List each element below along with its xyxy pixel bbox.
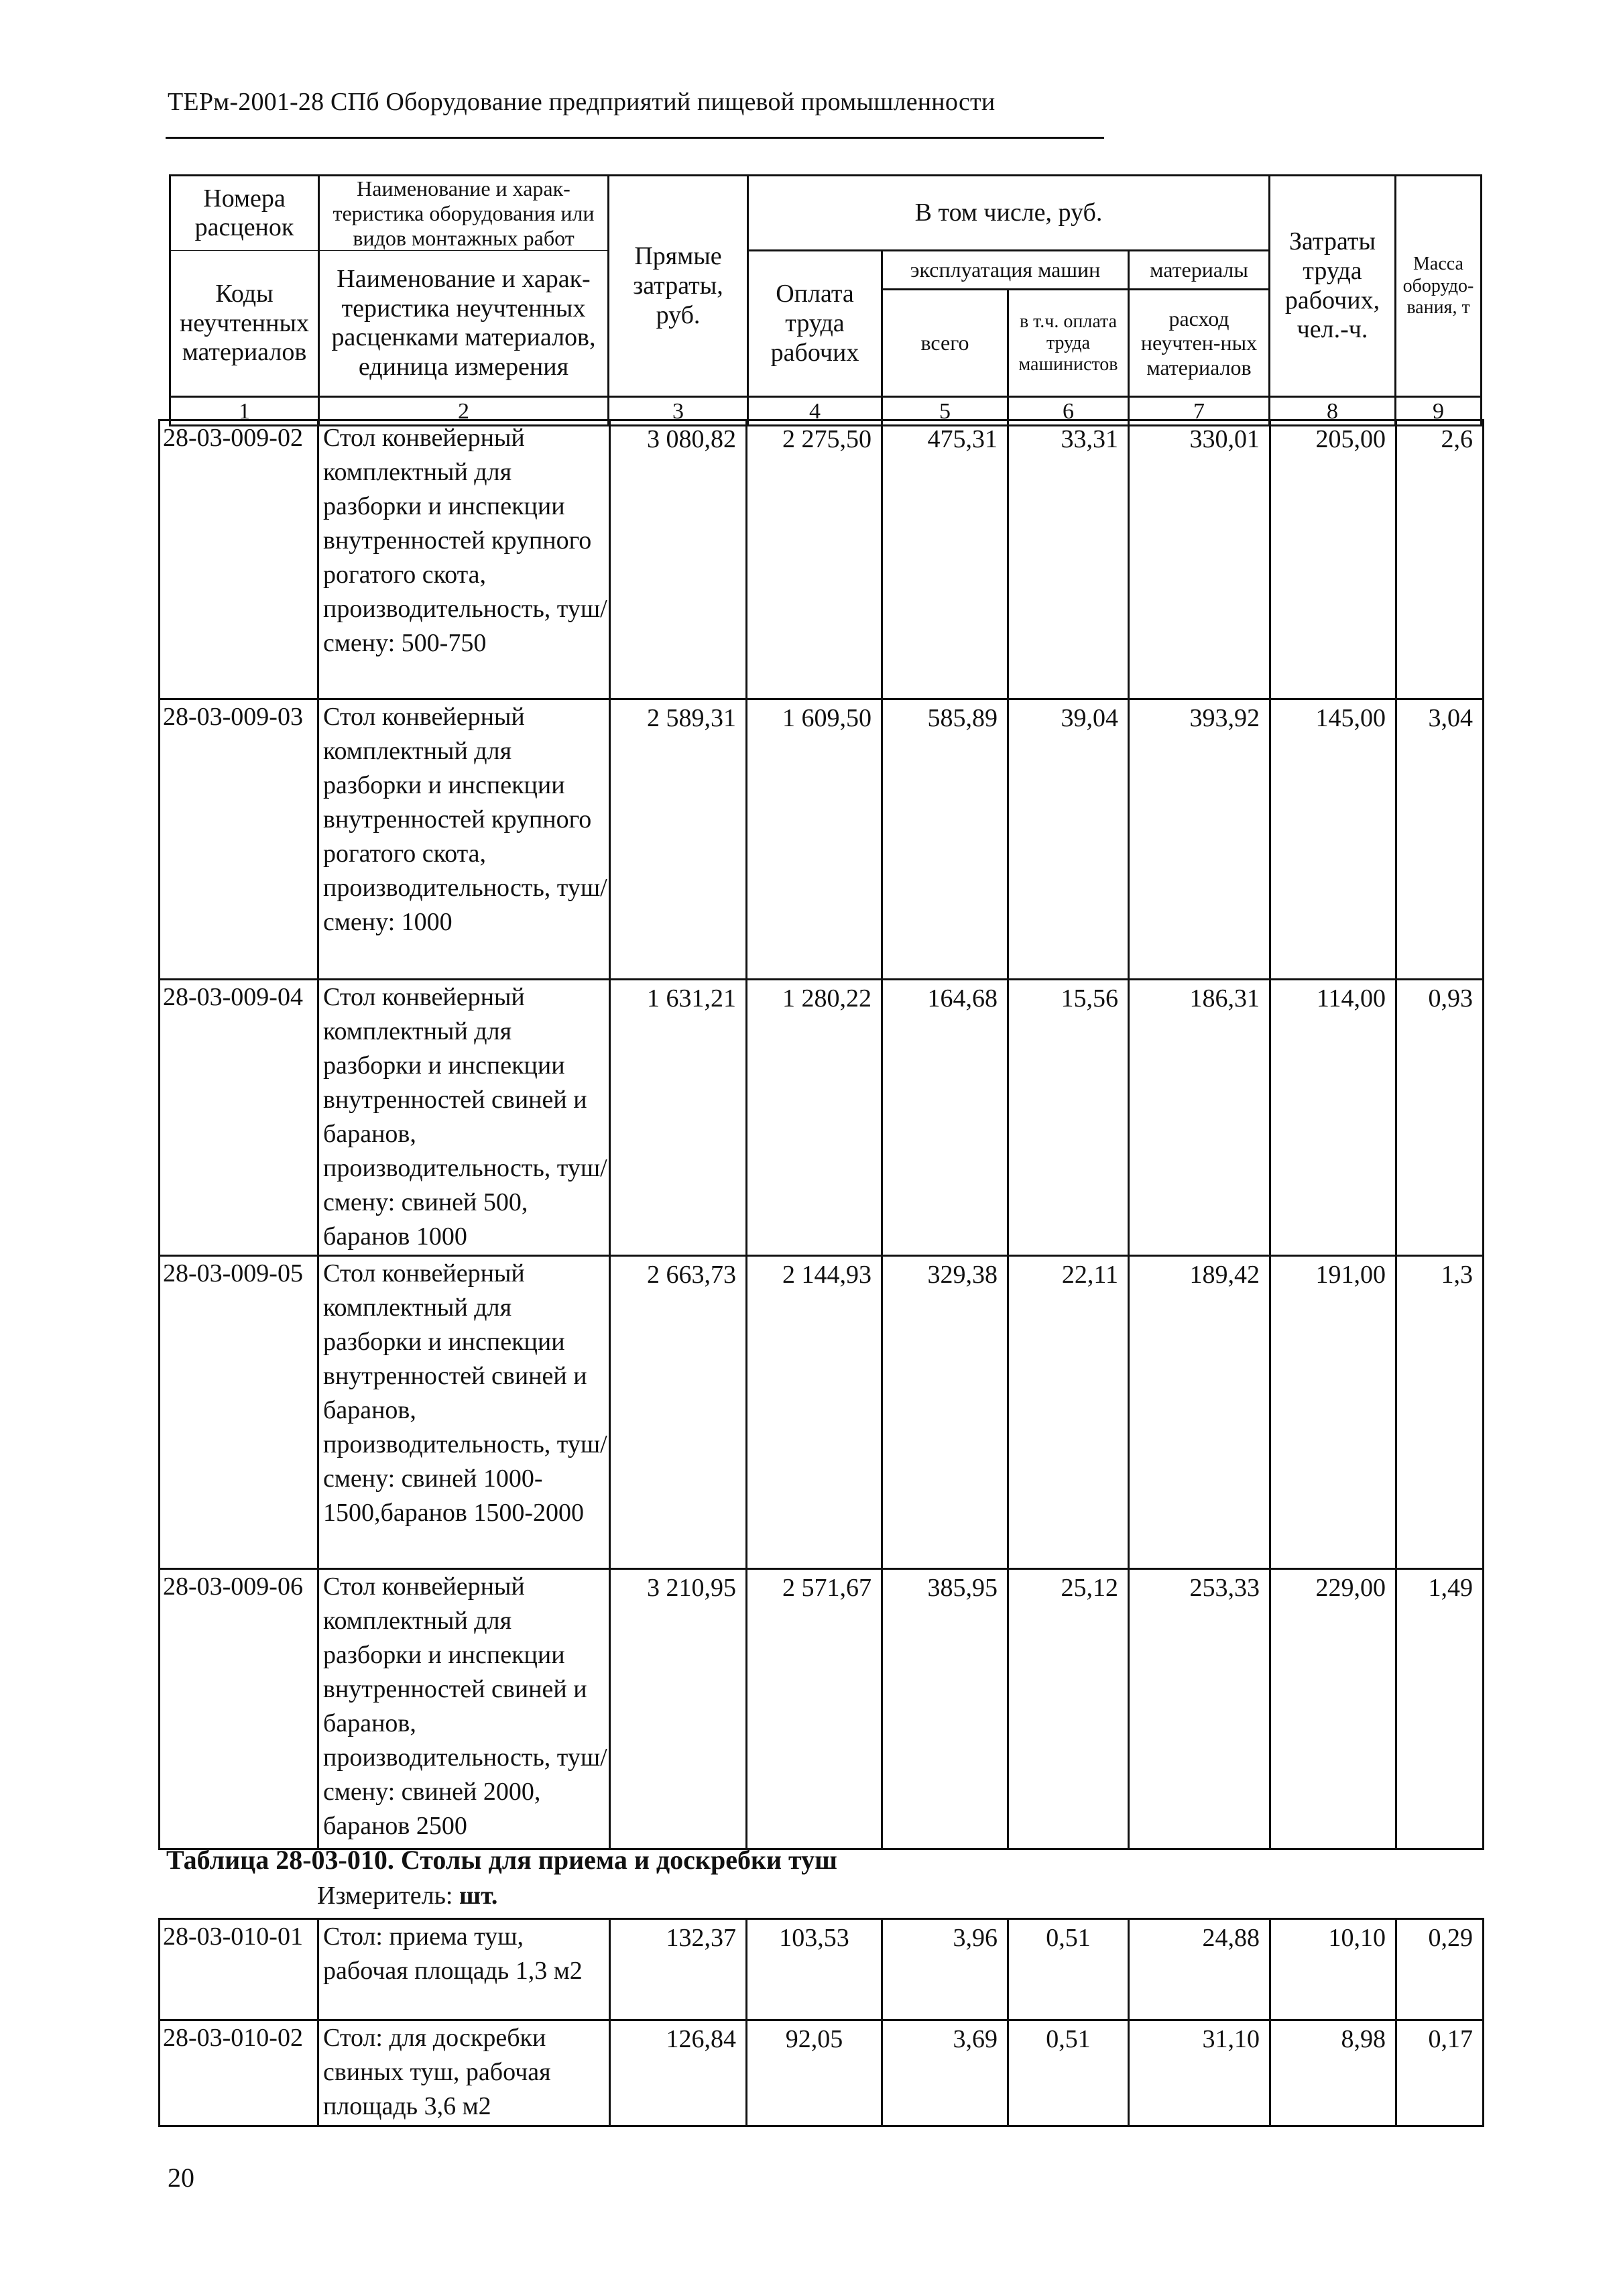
column-header-table [169, 174, 1482, 426]
table-row [160, 1569, 1484, 1849]
machine-total-value: 475,31 [882, 420, 1008, 699]
table-row [160, 2020, 1484, 2126]
rate-description: Стол конвейерный комплектный для разборки и инспекции внутренностей крупного рогатого скота, производительность, туш/смену: 1000 [318, 699, 610, 980]
rates-table-009 [158, 419, 1484, 1850]
labor-hours-value: 114,00 [1270, 980, 1396, 1256]
rate-description: Стол: для доскребки свиных туш, рабочая площадь 3,6 м2 [318, 2020, 610, 2126]
direct-costs-value: 126,84 [610, 2020, 747, 2126]
rate-code: 28-03-009-03 [160, 699, 318, 980]
machinist-wages-value: 33,31 [1008, 420, 1129, 699]
header-machine-operation: эксплуатация машин [882, 251, 1129, 290]
machine-total-value: 3,96 [882, 1919, 1008, 2020]
unit-value: шт. [459, 1882, 498, 1910]
header-labor-hours: Затраты труда рабочих, чел.-ч. [1270, 176, 1396, 397]
rate-description: Стол конвейерный комплектный для разборки и инспекции внутренностей свиней и баранов, производительность, туш/смену: свиней 2000, баранов 2500 [318, 1569, 610, 1849]
labor-hours-value: 229,00 [1270, 1569, 1396, 1849]
running-head: ТЕРм-2001-28 СПб Оборудование предприятий пищевой промышленности [168, 88, 996, 116]
rate-code: 28-03-010-01 [160, 1919, 318, 2020]
labor-value: 2 144,93 [747, 1256, 882, 1569]
labor-value: 2 275,50 [747, 420, 882, 699]
column-number: 9 [1396, 397, 1482, 426]
machine-total-value: 329,38 [882, 1256, 1008, 1569]
machinist-wages-value: 15,56 [1008, 980, 1129, 1256]
rate-code: 28-03-009-04 [160, 980, 318, 1256]
labor-value: 1 609,50 [747, 699, 882, 980]
rate-code: 28-03-009-02 [160, 420, 318, 699]
header-machine-total: всего [882, 290, 1008, 397]
mass-value: 0,93 [1396, 980, 1484, 1256]
labor-hours-value: 10,10 [1270, 1919, 1396, 2020]
header-material-name: Наименование и харак-теристика неучтенных расценками материалов, единица измерения [319, 251, 609, 397]
rates-table-010 [158, 1918, 1484, 2127]
table-row [160, 980, 1484, 1256]
labor-value: 103,53 [747, 1919, 882, 2020]
materials-value: 253,33 [1129, 1569, 1270, 1849]
table-row [160, 420, 1484, 699]
machine-total-value: 385,95 [882, 1569, 1008, 1849]
header-rule [166, 137, 1104, 139]
rate-description: Стол конвейерный комплектный для разборки и инспекции внутренностей свиней и баранов, производительность, туш/смену: свиней 500, баранов 1000 [318, 980, 610, 1256]
mass-value: 3,04 [1396, 699, 1484, 980]
rate-code: 28-03-009-05 [160, 1256, 318, 1569]
labor-hours-value: 145,00 [1270, 699, 1396, 980]
column-number: 8 [1270, 397, 1396, 426]
labor-hours-value: 191,00 [1270, 1256, 1396, 1569]
machinist-wages-value: 0,51 [1008, 2020, 1129, 2126]
header-equipment-mass: Масса оборудо-вания, т [1396, 176, 1482, 397]
header-including-group: В том числе, руб. [748, 176, 1270, 251]
rate-description: Стол конвейерный комплектный для разборки и инспекции внутренностей крупного рогатого скота, производительность, туш/смену: 500-750 [318, 420, 610, 699]
header-machinist-wages: в т.ч. оплата труда машинистов [1008, 290, 1129, 397]
machinist-wages-value: 25,12 [1008, 1569, 1129, 1849]
rate-description: Стол: приема туш, рабочая площадь 1,3 м2 [318, 1919, 610, 2020]
header-rate-numbers: Номера расценок [170, 176, 319, 251]
machinist-wages-value: 0,51 [1008, 1919, 1129, 2020]
materials-value: 189,42 [1129, 1256, 1270, 1569]
mass-value: 0,17 [1396, 2020, 1484, 2126]
column-number: 5 [882, 397, 1008, 426]
materials-value: 186,31 [1129, 980, 1270, 1256]
labor-hours-value: 205,00 [1270, 420, 1396, 699]
unit-label: Измеритель: [317, 1882, 453, 1910]
mass-value: 0,29 [1396, 1919, 1484, 2020]
unit-line [317, 1881, 497, 1910]
header-materials: материалы [1129, 251, 1270, 290]
column-number: 2 [319, 397, 609, 426]
materials-value: 24,88 [1129, 1919, 1270, 2020]
header-work-name: Наименование и харак-теристика оборудования или видов монтажных работ [319, 176, 609, 251]
direct-costs-value: 3 080,82 [610, 420, 747, 699]
materials-value: 393,92 [1129, 699, 1270, 980]
header-unaccounted-materials: расход неучтен-ных материалов [1129, 290, 1270, 397]
header-worker-wages: Оплата труда рабочих [748, 251, 882, 397]
rate-description: Стол конвейерный комплектный для разборки и инспекции внутренностей свиней и баранов, производительность, туш/смену: свиней 1000-1500,баранов 1500-2000 [318, 1256, 610, 1569]
table-row [160, 1256, 1484, 1569]
direct-costs-value: 1 631,21 [610, 980, 747, 1256]
mass-value: 1,49 [1396, 1569, 1484, 1849]
header-material-codes: Коды неучтенных материалов [170, 251, 319, 397]
labor-hours-value: 8,98 [1270, 2020, 1396, 2126]
direct-costs-value: 2 663,73 [610, 1256, 747, 1569]
page-number: 20 [168, 2163, 194, 2193]
materials-value: 330,01 [1129, 420, 1270, 699]
direct-costs-value: 2 589,31 [610, 699, 747, 980]
machinist-wages-value: 22,11 [1008, 1256, 1129, 1569]
header-direct-costs: Прямые затраты, руб. [609, 176, 748, 397]
mass-value: 2,6 [1396, 420, 1484, 699]
table-row [160, 1919, 1484, 2020]
direct-costs-value: 3 210,95 [610, 1569, 747, 1849]
rate-code: 28-03-010-02 [160, 2020, 318, 2126]
labor-value: 2 571,67 [747, 1569, 882, 1849]
column-number: 4 [748, 397, 882, 426]
rate-code: 28-03-009-06 [160, 1569, 318, 1849]
table-title: Таблица 28-03-010. Столы для приема и доскребки туш [166, 1845, 837, 1875]
column-number: 7 [1129, 397, 1270, 426]
table-row [160, 699, 1484, 980]
labor-value: 92,05 [747, 2020, 882, 2126]
machinist-wages-value: 39,04 [1008, 699, 1129, 980]
machine-total-value: 585,89 [882, 699, 1008, 980]
column-number: 1 [170, 397, 319, 426]
direct-costs-value: 132,37 [610, 1919, 747, 2020]
machine-total-value: 3,69 [882, 2020, 1008, 2126]
column-number: 3 [609, 397, 748, 426]
column-number: 6 [1008, 397, 1129, 426]
mass-value: 1,3 [1396, 1256, 1484, 1569]
labor-value: 1 280,22 [747, 980, 882, 1256]
materials-value: 31,10 [1129, 2020, 1270, 2126]
machine-total-value: 164,68 [882, 980, 1008, 1256]
